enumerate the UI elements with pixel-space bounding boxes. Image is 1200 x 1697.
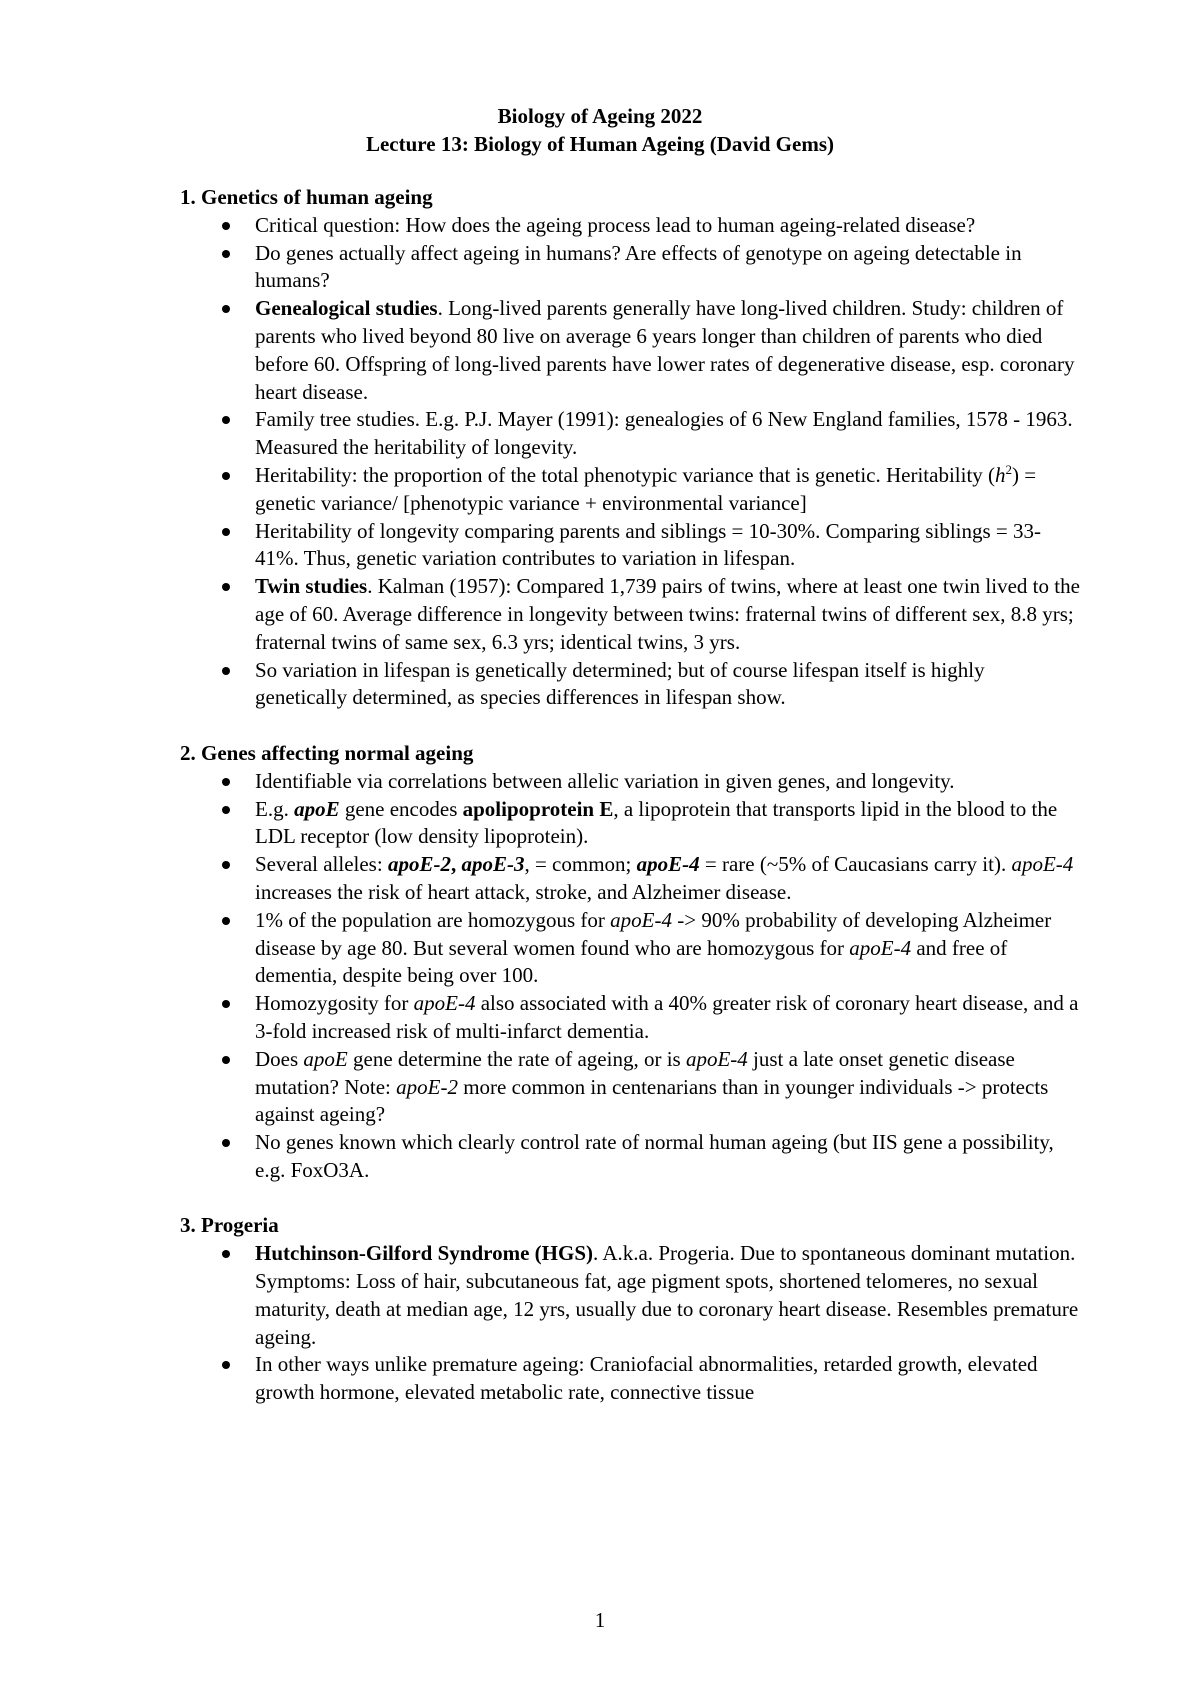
section-title: 3. Progeria — [180, 1213, 279, 1238]
bullet-list — [180, 212, 1080, 712]
document-title: Biology of Ageing 2022 — [497, 104, 703, 128]
list-item: Heritability of longevity comparing parents and siblings = 10-30%. Comparing siblings = 33-41%. Thus, genetic variation contributes to variation in lifespan. — [180, 518, 1080, 574]
item-lead: Twin studies — [255, 574, 368, 599]
list-item: No genes known which clearly control rate of normal human ageing (but IIS gene a possibility, e.g. FoxO3A. — [180, 1129, 1080, 1185]
list-item: So variation in lifespan is genetically determined; but of course lifespan itself is highly genetically determined, as species differences in lifespan show. — [180, 657, 1080, 713]
section-genetics-of-human-ageing — [180, 184, 1080, 712]
list-item: Identifiable via correlations between allelic variation in given genes, and longevity. — [180, 768, 1080, 796]
item-lead: Genealogical studies — [255, 296, 438, 321]
list-item: Do genes actually affect ageing in humans? Are effects of genotype on ageing detectable in humans? — [180, 240, 1080, 296]
bullet-list — [180, 1240, 1080, 1407]
document-header — [0, 102, 1200, 158]
heritability-formula: Heritability $(h^2)$ = genetic variance/ [phenotypic variance + environmental variance] — [255, 461, 1037, 515]
section-title: 2. Genes affecting normal ageing — [180, 740, 474, 765]
list-item: E.g. apoE gene encodes apolipoprotein E, a lipoprotein that transports lipid in the blood to the LDL receptor (low density lipoprotein). — [180, 796, 1080, 852]
list-item: Twin studies. Kalman (1957): Compared 1,739 pairs of twins, where at least one twin lived to the age of 60. Average difference in longevity between twins: fraternal twins of different sex, 8.8 yrs; fraternal twins of same sex, 6.3 yrs; identical twins, 3 yrs. — [180, 573, 1080, 656]
document-subtitle: Lecture 13: Biology of Human Ageing (David Gems) — [365, 132, 834, 156]
list-item: Heritability: the proportion of the total phenotypic variance that is genetic. Heritability $(h^2)$ = genetic variance/ [phenotypic variance + environmental variance] — [180, 462, 1080, 518]
list-item: Family tree studies. E.g. P.J. Mayer (1991): genealogies of 6 New England families, 1578 - 1963. Measured the heritability of longevity. — [180, 406, 1080, 462]
section-genes-affecting-normal-ageing — [180, 740, 1080, 1185]
document-body — [180, 184, 1080, 1435]
bullet-list — [180, 768, 1080, 1185]
section-progeria — [180, 1212, 1080, 1407]
list-item: In other ways unlike premature ageing: Craniofacial abnormalities, retarded growth, elevated growth hormone, elevated metabolic rate, connective tissue — [180, 1351, 1080, 1407]
list-item: Hutchinson-Gilford Syndrome (HGS). A.k.a. Progeria. Due to spontaneous dominant mutation. Symptoms: Loss of hair, subcutaneous fat, age pigment spots, shortened telomeres, no sexual maturity, death at median age, 12 yrs, usually due to coronary heart disease. Resembles premature ageing. — [180, 1240, 1080, 1351]
list-item: Critical question: How does the ageing process lead to human ageing-related disease? — [180, 212, 1080, 240]
list-item: Genealogical studies. Long-lived parents generally have long-lived children. Study: children of parents who lived beyond 80 live on average 6 years longer than children of parents who died before 60. Offspring of long-lived parents have lower rates of degenerative disease, esp. coronary heart disease. — [180, 295, 1080, 406]
list-item: Several alleles: apoE-2, apoE-3, = common; apoE-4 = rare (~5% of Caucasians carry it). apoE-4 increases the risk of heart attack, stroke, and Alzheimer disease. — [180, 851, 1080, 907]
page-number: 1 — [594, 1608, 606, 1632]
list-item: Does apoE gene determine the rate of ageing, or is apoE-4 just a late onset genetic disease mutation? Note: apoE-2 more common in centenarians than in younger individuals -> protects against ageing? — [180, 1046, 1080, 1129]
item-lead: Hutchinson-Gilford Syndrome (HGS) — [255, 1241, 593, 1266]
section-title: 1. Genetics of human ageing — [180, 185, 433, 209]
list-item: Homozygosity for apoE-4 also associated with a 40% greater risk of coronary heart disease, and a 3-fold increased risk of multi-infarct dementia. — [180, 990, 1080, 1046]
list-item: 1% of the population are homozygous for apoE-4 -> 90% probability of developing Alzheimer disease by age 80. But several women found who are homozygous for apoE-4 and free of dementia, despite being over 100. — [180, 907, 1080, 990]
